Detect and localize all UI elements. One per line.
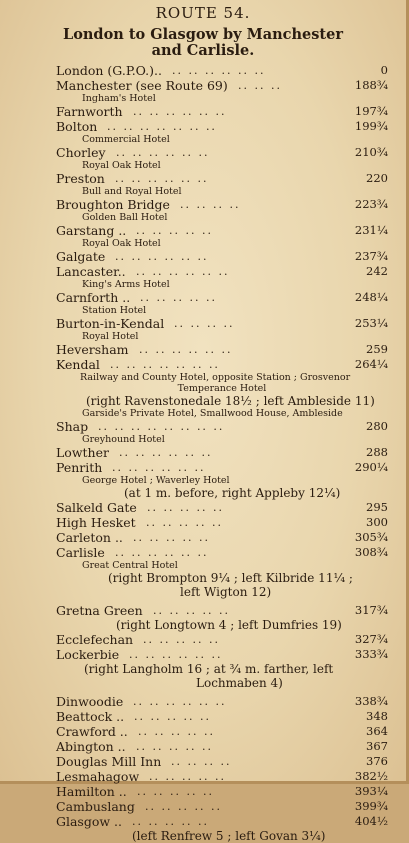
place-name: Carleton .. bbox=[56, 530, 123, 545]
place-name: Carlisle bbox=[56, 545, 105, 560]
leader-dots: .. .. .. .. .. bbox=[147, 501, 224, 514]
hotel-line: Royal Oak Hotel bbox=[82, 160, 161, 171]
route-note: (left Renfrew 5 ; left Govan 3¼) bbox=[132, 829, 326, 843]
stage-row bbox=[56, 342, 388, 357]
leader-dots: .. .. .. .. .. .. .. bbox=[110, 358, 220, 371]
stage-row bbox=[56, 104, 388, 119]
mileage: 288 bbox=[366, 445, 388, 459]
mileage: 264¼ bbox=[354, 357, 388, 371]
leader-dots: .. .. .. .. .. bbox=[145, 800, 222, 813]
stage-row bbox=[56, 460, 388, 475]
leader-dots: .. .. .. .. .. bbox=[146, 516, 223, 529]
place-name: Broughton Bridge bbox=[56, 197, 170, 212]
stage-row bbox=[56, 63, 388, 78]
mileage: 364 bbox=[366, 724, 388, 738]
mileage: 290¼ bbox=[354, 460, 388, 474]
place-name: Chorley bbox=[56, 145, 106, 160]
route-title-line-2: and Carlisle. bbox=[151, 42, 255, 59]
leader-dots: .. .. .. .. .. .. .. bbox=[107, 120, 217, 133]
leader-dots: .. .. .. .. .. .. bbox=[115, 250, 209, 263]
leader-dots: .. .. .. .. .. .. .. .. bbox=[98, 420, 225, 433]
leader-dots: .. .. .. .. .. .. bbox=[139, 343, 233, 356]
stage-row bbox=[56, 78, 388, 93]
mileage: 231¼ bbox=[354, 223, 388, 237]
route-note: (right Langholm 16 ; at ¾ m. farther, left bbox=[84, 662, 334, 676]
place-name: Penrith bbox=[56, 460, 103, 475]
stage-row bbox=[56, 769, 388, 784]
place-name: Lockerbie bbox=[56, 647, 120, 662]
mileage: 317¾ bbox=[354, 603, 388, 617]
hotel-line: Greyhound Hotel bbox=[82, 434, 165, 445]
leader-dots: .. .. .. .. .. .. bbox=[129, 648, 223, 661]
place-name: Lowther bbox=[56, 445, 109, 460]
stage-row bbox=[56, 814, 388, 829]
place-name: Carnforth .. bbox=[56, 290, 131, 305]
stage-row bbox=[56, 223, 388, 238]
route-note: (right Longtown 4 ; left Dumfries 19) bbox=[116, 618, 342, 632]
hotel-line: Royal Oak Hotel bbox=[82, 238, 161, 249]
leader-dots: .. .. .. .. .. bbox=[132, 815, 209, 828]
mileage: 367 bbox=[366, 739, 388, 753]
hotel-line: Commercial Hotel bbox=[82, 134, 170, 145]
mileage: 376 bbox=[366, 754, 388, 768]
route-title-line-1: London to Glasgow by Manchester bbox=[63, 26, 343, 43]
stage-row bbox=[56, 709, 388, 724]
place-name: Manchester (see Route 69) bbox=[56, 78, 228, 93]
leader-dots: .. .. .. .. .. .. bbox=[112, 461, 206, 474]
stage-row bbox=[56, 171, 388, 186]
place-name: Crawford .. bbox=[56, 724, 128, 739]
hotel-line: Ingham's Hotel bbox=[82, 93, 156, 104]
place-name: Kendal bbox=[56, 357, 100, 372]
hotel-line: Temperance Hotel bbox=[177, 383, 267, 394]
leader-dots: .. .. .. .. .. .. bbox=[115, 172, 209, 185]
stage-row bbox=[56, 316, 388, 331]
mileage: 399¾ bbox=[354, 799, 388, 813]
leader-dots: .. .. .. .. .. .. bbox=[133, 695, 227, 708]
leader-dots: .. .. .. .. .. .. bbox=[116, 146, 210, 159]
mileage: 210¾ bbox=[354, 145, 388, 159]
leader-dots: .. .. .. .. .. .. bbox=[133, 105, 227, 118]
mileage: 197¾ bbox=[354, 104, 388, 118]
leader-dots: .. .. .. .. .. bbox=[153, 604, 230, 617]
leader-dots: .. .. .. .. .. bbox=[143, 633, 220, 646]
leader-dots: .. .. .. .. .. bbox=[140, 291, 217, 304]
leader-dots: .. .. .. .. .. bbox=[136, 224, 213, 237]
stage-row bbox=[56, 249, 388, 264]
leader-dots: .. .. .. .. .. .. bbox=[136, 265, 230, 278]
leader-dots: .. .. .. .. .. .. bbox=[172, 64, 266, 77]
mileage: 382½ bbox=[354, 769, 388, 783]
stage-row bbox=[56, 739, 388, 754]
mileage: 333¾ bbox=[354, 647, 388, 661]
stage-row bbox=[56, 500, 388, 515]
mileage: 188¾ bbox=[354, 78, 388, 92]
place-name: Heversham bbox=[56, 342, 129, 357]
leader-dots: .. .. .. .. .. .. bbox=[115, 546, 209, 559]
place-name: Farnworth bbox=[56, 104, 123, 119]
place-name: Bolton bbox=[56, 119, 98, 134]
stage-row bbox=[56, 145, 388, 160]
mileage: 338¾ bbox=[354, 694, 388, 708]
place-name: Burton-in-Kendal bbox=[56, 316, 165, 331]
mileage: 308¾ bbox=[354, 545, 388, 559]
stage-row bbox=[56, 197, 388, 212]
place-name: London (G.P.O.).. bbox=[56, 63, 162, 78]
place-name: Lesmahagow bbox=[56, 769, 140, 784]
stage-row bbox=[56, 545, 388, 560]
stage-row bbox=[56, 264, 388, 279]
stage-row bbox=[56, 754, 388, 769]
stage-row bbox=[56, 419, 388, 434]
mileage: 295 bbox=[366, 500, 388, 514]
stage-row bbox=[56, 515, 388, 530]
place-name: Lancaster.. bbox=[56, 264, 126, 279]
stage-row bbox=[56, 357, 388, 372]
mileage: 404½ bbox=[354, 814, 388, 828]
stage-row bbox=[56, 784, 388, 799]
place-name: Garstang .. bbox=[56, 223, 127, 238]
mileage: 220 bbox=[366, 171, 388, 185]
mileage: 348 bbox=[366, 709, 388, 723]
route-note: Lochmaben 4) bbox=[196, 676, 283, 690]
hotel-line: George Hotel ; Waverley Hotel bbox=[82, 475, 230, 486]
stage-row bbox=[56, 724, 388, 739]
route-note: (right Ravenstonedale 18½ ; left Ambleside 11) bbox=[86, 394, 375, 408]
place-name: Galgate bbox=[56, 249, 106, 264]
leader-dots: .. .. .. .. .. bbox=[137, 785, 214, 798]
leader-dots: .. .. .. .. .. bbox=[134, 710, 211, 723]
leader-dots: .. .. .. .. bbox=[180, 198, 241, 211]
leader-dots: .. .. .. .. .. bbox=[133, 531, 210, 544]
mileage: 280 bbox=[366, 419, 388, 433]
hotel-line: King's Arms Hotel bbox=[82, 279, 170, 290]
stage-row bbox=[56, 119, 388, 134]
mileage: 300 bbox=[366, 515, 388, 529]
leader-dots: .. .. .. .. bbox=[174, 317, 235, 330]
stage-row bbox=[56, 632, 388, 647]
mileage: 248¼ bbox=[354, 290, 388, 304]
place-name: High Hesket bbox=[56, 515, 136, 530]
place-name: Gretna Green bbox=[56, 603, 143, 618]
stage-row bbox=[56, 290, 388, 305]
place-name: Cambuslang bbox=[56, 799, 135, 814]
stage-row bbox=[56, 799, 388, 814]
hotel-line: Royal Hotel bbox=[82, 331, 139, 342]
mileage: 223¾ bbox=[354, 197, 388, 211]
place-name: Glasgow .. bbox=[56, 814, 122, 829]
mileage: 0 bbox=[380, 63, 388, 77]
place-name: Douglas Mill Inn bbox=[56, 754, 162, 769]
stage-row bbox=[56, 694, 388, 709]
place-name: Beattock .. bbox=[56, 709, 125, 724]
route-note: (right Brompton 9¼ ; left Kilbride 11¼ ; bbox=[108, 571, 353, 585]
route-note: left Wigton 12) bbox=[180, 585, 272, 599]
mileage: 259 bbox=[366, 342, 388, 356]
mileage: 199¾ bbox=[354, 119, 388, 133]
place-name: Dinwoodie bbox=[56, 694, 124, 709]
mileage: 327¾ bbox=[354, 632, 388, 646]
stage-row bbox=[56, 445, 388, 460]
mileage: 393¼ bbox=[354, 784, 388, 798]
route-number: ROUTE 54. bbox=[155, 4, 251, 22]
place-name: Abington .. bbox=[56, 739, 126, 754]
leader-dots: .. .. .. .. .. bbox=[138, 725, 215, 738]
mileage: 253¼ bbox=[354, 316, 388, 330]
hotel-line: Garside's Private Hotel, Smallwood House, Ambleside bbox=[82, 408, 343, 419]
place-name: Shap bbox=[56, 419, 89, 434]
hotel-line: Station Hotel bbox=[82, 305, 147, 316]
place-name: Ecclefechan bbox=[56, 632, 134, 647]
place-name: Preston bbox=[56, 171, 105, 186]
leader-dots: .. .. .. .. .. .. bbox=[119, 446, 213, 459]
leader-dots: .. .. .. .. .. bbox=[136, 740, 213, 753]
place-name: Salkeld Gate bbox=[56, 500, 137, 515]
hotel-line: Bull and Royal Hotel bbox=[82, 186, 182, 197]
leader-dots: .. .. .. .. .. bbox=[149, 770, 226, 783]
route-note: (at 1 m. before, right Appleby 12¼) bbox=[124, 486, 341, 500]
hotel-line: Golden Ball Hotel bbox=[82, 212, 168, 223]
stage-row bbox=[56, 603, 388, 618]
mileage: 242 bbox=[366, 264, 388, 278]
place-name: Hamilton .. bbox=[56, 784, 127, 799]
route-itinerary-list bbox=[56, 63, 388, 843]
hotel-line: Great Central Hotel bbox=[82, 560, 178, 571]
stage-row bbox=[56, 647, 388, 662]
mileage: 237¾ bbox=[354, 249, 388, 263]
mileage: 305¾ bbox=[354, 530, 388, 544]
stage-row bbox=[56, 530, 388, 545]
leader-dots: .. .. .. bbox=[238, 79, 282, 92]
leader-dots: .. .. .. .. bbox=[171, 755, 232, 768]
hotel-line: Railway and County Hotel, opposite Station ; Grosvenor bbox=[80, 372, 351, 383]
